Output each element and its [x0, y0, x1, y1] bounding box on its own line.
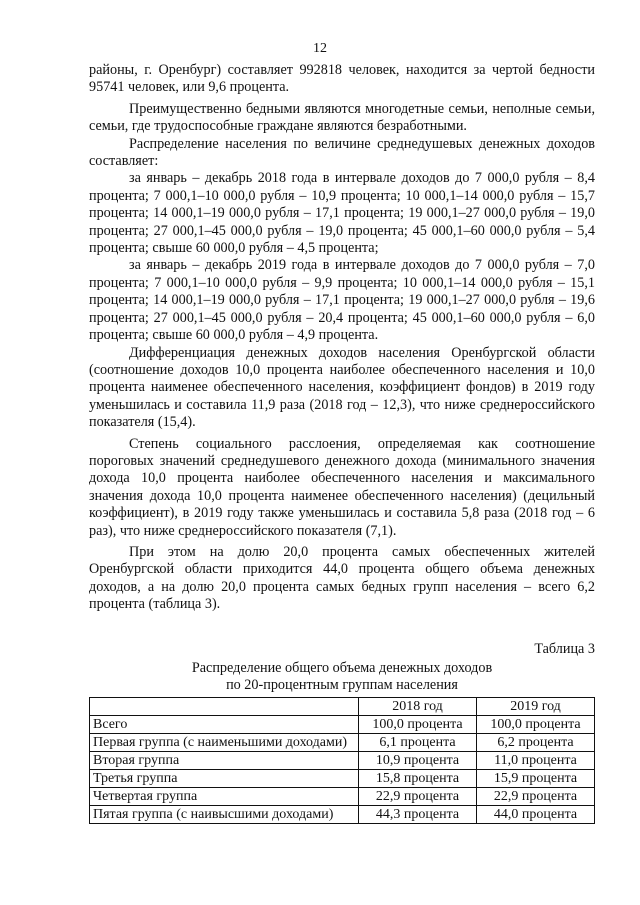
paragraph: Распределение населения по величине среднедушевых денежных доходов составляет:	[89, 135, 595, 170]
table-cell: 11,0 процента	[477, 752, 595, 770]
table-cell: 100,0 процента	[359, 716, 477, 734]
table-cell: Всего	[90, 716, 359, 734]
paragraph: за январь – декабрь 2018 года в интервале доходов до 7 000,0 рубля – 8,4 процента; 7 000,1–10 000,0 рубля – 10,9 процента; 10 000,1–14 000,0 рубля – 15,7 процента; 14 000,1–19 000,0 рубля – 17,1 процента; 19 000,1–27 000,0 рубля – 19,0 процента; 27 000,1–45 000,0 рубля – 19,0 процента; 45 000,1–60 000,0 рубля – 5,4 процента; свыше 60 000,0 рубля – 4,5 процента;	[89, 170, 595, 257]
table-cell: 22,9 процента	[477, 788, 595, 806]
paragraph: Степень социального расслоения, определяемая как соотношение пороговых значений среднедушевого денежного дохода (минимального значения дохода 10,0 процента наиболее обеспеченного населения и максимального значения дохода 10,0 процента наименее обеспеченного населения) (децильный коэффициент), в 2019 году также уменьшилась и составила 5,8 раза (2018 год – 6 раз), что ниже среднероссийского показателя (7,1).	[89, 435, 595, 539]
table-header-row	[90, 698, 595, 716]
table-header-cell	[90, 698, 359, 716]
table-cell: 22,9 процента	[359, 788, 477, 806]
table-cell: 6,2 процента	[477, 734, 595, 752]
table-cell: Вторая группа	[90, 752, 359, 770]
table-cell: 44,3 процента	[359, 806, 477, 824]
table-row	[90, 734, 595, 752]
table-cell: Третья группа	[90, 770, 359, 788]
table-cell: Первая группа (с наименьшими доходами)	[90, 734, 359, 752]
table-cell: 100,0 процента	[477, 716, 595, 734]
table-cell: Пятая группа (с наивысшими доходами)	[90, 806, 359, 824]
table-cell: 6,1 процента	[359, 734, 477, 752]
table-caption-line: по 20-процентным группам населения	[226, 677, 458, 694]
table-caption-line: Распределение общего объема денежных доходов	[191, 660, 493, 676]
income-distribution-table	[89, 697, 595, 824]
paragraph: Преимущественно бедными являются многодетные семьи, неполные семьи, семьи, где трудоспособные граждане являются безработными.	[89, 100, 595, 135]
paragraph: районы, г. Оренбург) составляет 992818 человек, находится за чертой бедности 95741 человек, или 9,6 процента.	[89, 62, 595, 96]
paragraph: При этом на долю 20,0 процента самых обеспеченных жителей Оренбургской области приходится 44,0 процента общего объема денежных доходов, а на долю 20,0 процента самых бедных групп населения – всего 6,2 процента (таблица 3).	[89, 543, 595, 613]
table-cell: 15,9 процента	[477, 770, 595, 788]
table-label: Таблица 3	[534, 641, 595, 657]
table-header-cell: 2019 год	[477, 698, 595, 716]
table-cell: 10,9 процента	[359, 752, 477, 770]
table-caption	[89, 660, 595, 695]
paragraph: Дифференциация денежных доходов населения Оренбургской области (соотношение доходов 10,0 процента наиболее обеспеченного населения и 10,0 процента наименее обеспеченного населения, коэффициент фондов) в 2019 году уменьшилась и составила 11,9 раза (2018 год – 12,3), что ниже среднероссийского показателя (15,4).	[89, 344, 595, 431]
paragraph: за январь – декабрь 2019 года в интервале доходов до 7 000,0 рубля – 7,0 процента; 7 000,1–10 000,0 рубля – 9,9 процента; 10 000,1–14 000,0 рубля – 15,1 процента; 14 000,1–19 000,0 рубля – 17,1 процента; 19 000,1–27 000,0 рубля – 19,6 процента; 27 000,1–45 000,0 рубля – 20,4 процента; 45 000,1–60 000,0 рубля – 6,0 процента; свыше 60 000,0 рубля – 4,9 процента.	[89, 257, 595, 344]
table-row	[90, 788, 595, 806]
table-row	[90, 716, 595, 734]
table-header-cell: 2018 год	[359, 698, 477, 716]
table-cell: 15,8 процента	[359, 770, 477, 788]
body-text	[89, 62, 595, 614]
table-cell: 44,0 процента	[477, 806, 595, 824]
table-row	[90, 770, 595, 788]
table-row	[90, 752, 595, 770]
page-number: 12	[313, 41, 327, 56]
table-row	[90, 806, 595, 824]
table-cell: Четвертая группа	[90, 788, 359, 806]
